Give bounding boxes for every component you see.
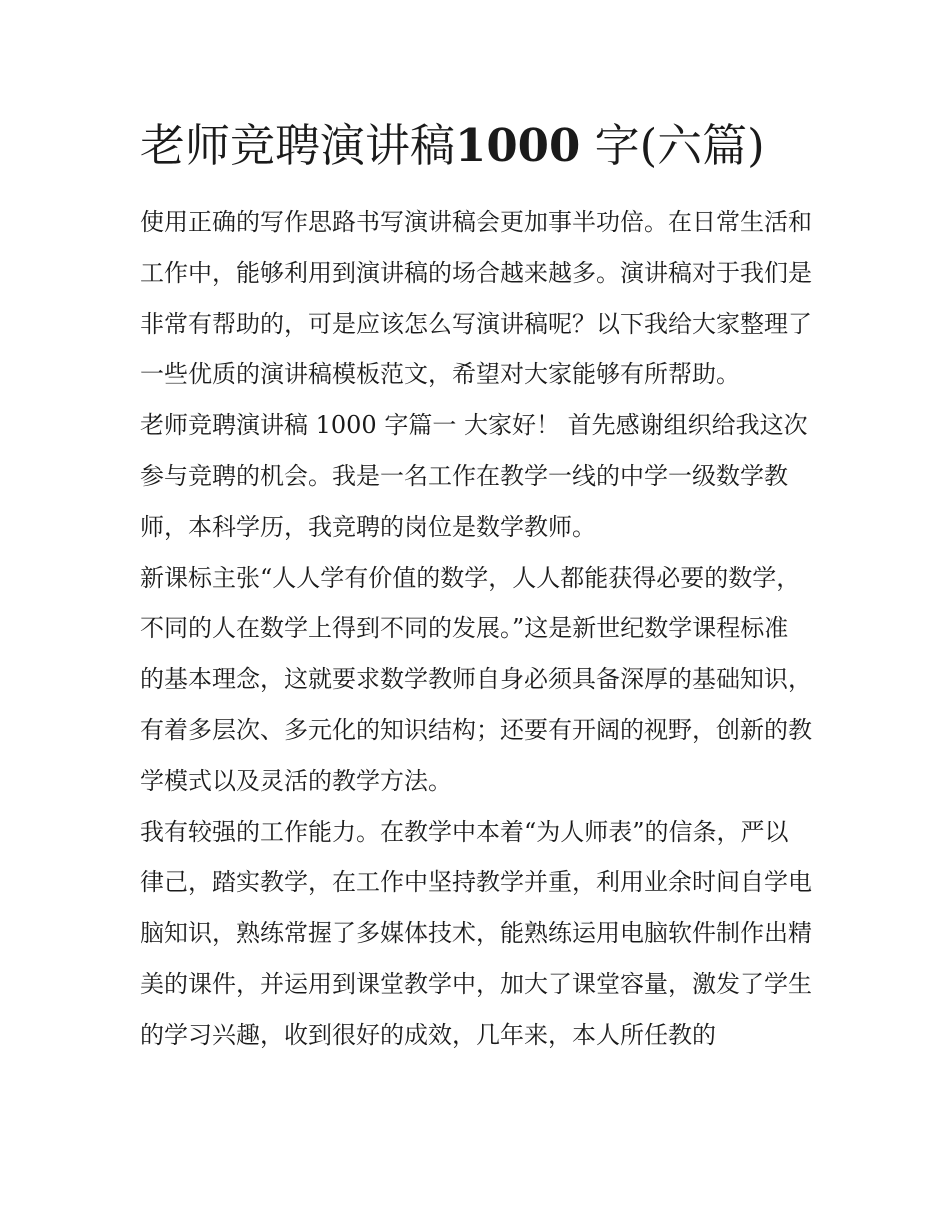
document-body bbox=[140, 197, 812, 1061]
title-number: 1000 bbox=[455, 119, 581, 172]
paragraph-ability: 我有较强的工作能力。在教学中本着“为人师表”的信条，严以律己，踏实教学，在工作中坚持教学并重，利用业余时间自学电脑知识，熟练常握了多媒体技术，能熟练运用电脑软件制作出精美的课件，并运用到课堂教学中，加大了课堂容量，激发了学生的学习兴趣，收到很好的成效，几年来，本人所任教的 bbox=[140, 817, 812, 1049]
title-text-part1: 老师竞聘演讲稿 bbox=[140, 119, 456, 172]
document-title bbox=[140, 112, 830, 180]
paragraph-curriculum: 新课标主张“人人学有价值的数学，人人都能获得必要的数学，不同的人在数学上得到不同的发展。”这是新世纪数学课程标准的基本理念，这就要求数学教师自身必须具备深厚的基础知识，有着多层次、多元化的知识结构；还要有开阔的视野，创新的教学模式以及灵活的教学方法。 bbox=[140, 563, 812, 795]
title-text-part2: 字(六篇) bbox=[580, 119, 765, 172]
paragraph-intro: 使用正确的写作思路书写演讲稿会更加事半功倍。在日常生活和工作中，能够利用到演讲稿的场合越来越多。演讲稿对于我们是非常有帮助的，可是应该怎么写演讲稿呢？以下我给大家整理了一些优质的演讲稿模板范文，希望对大家能够有所帮助。 bbox=[140, 208, 812, 389]
paragraph-greeting: 老师竞聘演讲稿 1000 字篇一 大家好！ 首先感谢组织给我这次参与竞聘的机会。我是一名工作在教学一线的中学一级数学教师，本科学历，我竞聘的岗位是数学教师。 bbox=[140, 411, 808, 541]
